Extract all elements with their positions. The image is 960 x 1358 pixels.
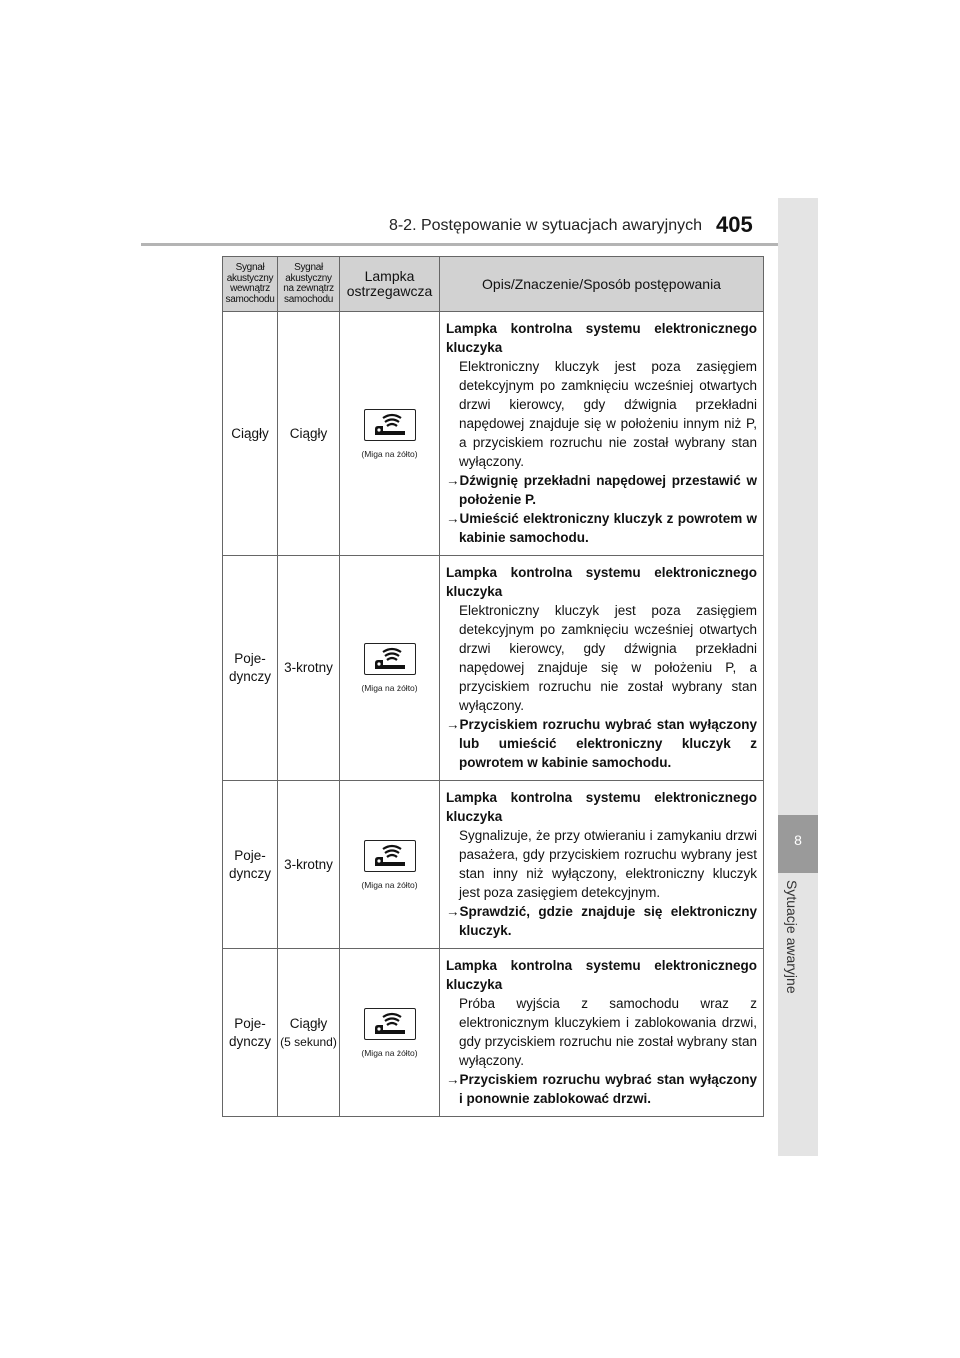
arrow-icon: → [446, 717, 460, 732]
description-title: Lampka kontrolna systemu elektronicznego kluczyka [446, 565, 757, 599]
description-body: Elektroniczny kluczyk jest poza zasięgiem detekcyjnym po zamknięciu wcześniej otwartych drzwi kierowcy, gdy dźwignia przekładni napędowej znajduje się w położeniu P, a przyciskiem rozruchu nie został wybrany stan wyłączony. [459, 603, 757, 713]
table-row [223, 781, 764, 949]
description-title: Lampka kontrolna systemu elektronicznego kluczyka [446, 790, 757, 824]
table-row [223, 556, 764, 781]
arrow-icon: → [446, 473, 460, 488]
warning-light-cell [340, 312, 440, 556]
outside-buzzer-cell: 3-krotny [278, 781, 340, 949]
lamp-caption: (Miga na żółto) [361, 1047, 418, 1058]
lamp-caption: (Miga na żółto) [361, 879, 418, 890]
header-warning-light: Lampka ostrzegawcza [340, 257, 440, 312]
lamp-caption: (Miga na żółto) [361, 683, 418, 693]
warning-light-cell [340, 949, 440, 1117]
header-rule [141, 243, 818, 246]
warning-light-cell [340, 556, 440, 781]
description-cell [440, 781, 764, 949]
lamp-caption: (Miga na żółto) [361, 448, 418, 459]
description-cell [440, 312, 764, 556]
chapter-side-strip [778, 198, 818, 1156]
description-title: Lampka kontrolna systemu elektronicznego kluczyka [446, 958, 757, 992]
inside-buzzer-cell: Poje- dynczy [223, 781, 278, 949]
description-cell [440, 556, 764, 781]
page-number: 405 [716, 212, 753, 237]
outside-buzzer-cell: 3-krotny [278, 556, 340, 781]
warning-table [222, 256, 764, 1117]
header-description: Opis/Znaczenie/Sposób postępowania [440, 257, 764, 312]
arrow-icon: → [446, 1072, 460, 1087]
description-body: Sygnalizuje, że przy otwieraniu i zamykaniu drzwi pasażera, gdy przyciskiem rozruchu wybrany jest stan inny niż wyłączony, elektroniczny kluczyk jest poza zasięgiem detekcyjnym. [459, 828, 757, 900]
table-row [223, 312, 764, 556]
outside-buzzer-cell: Ciągły [278, 312, 340, 556]
action-step: →Sprawdzić, gdzie znajduje się elektroniczny kluczyk. [446, 904, 757, 938]
arrow-icon: → [446, 904, 460, 919]
description-cell [440, 949, 764, 1117]
outside-buzzer-cell: Ciągły (5 sekund) [278, 949, 340, 1117]
smart-key-warning-icon [364, 1008, 416, 1040]
inside-buzzer-cell: Poje- dynczy [223, 949, 278, 1117]
table-header-row [223, 257, 764, 312]
section-title: 8-2. Postępowanie w sytuacjach awaryjnych [388, 217, 702, 234]
action-step: →Przyciskiem rozruchu wybrać stan wyłączony i ponownie zablokować drzwi. [446, 1072, 757, 1106]
warning-light-cell [340, 781, 440, 949]
smart-key-warning-icon [364, 409, 416, 441]
description-title: Lampka kontrolna systemu elektronicznego kluczyka [446, 321, 757, 355]
action-step: →Dźwignię przekładni napędowej przestawić w położenie P. [446, 473, 757, 507]
header-inside-buzzer: Sygnał akustyczny wewnątrz samochodu [223, 257, 278, 312]
chapter-number: 8 [794, 832, 802, 848]
action-step: →Przyciskiem rozruchu wybrać stan wyłączony lub umieścić elektroniczny kluczyk z powrotem w kabinie samochodu. [446, 717, 757, 770]
chapter-title: Sytuacje awaryjne [784, 880, 800, 994]
inside-buzzer-cell: Ciągły [223, 312, 278, 556]
arrow-icon: → [446, 511, 460, 526]
header-outside-buzzer: Sygnał akustyczny na zewnątrz samochodu [278, 257, 340, 312]
smart-key-warning-icon [364, 840, 416, 872]
description-body: Elektroniczny kluczyk jest poza zasięgiem detekcyjnym po zamknięciu wcześniej otwartych drzwi kierowcy, gdy dźwignia przekładni napędowej znajduje się w położeniu innym niż P, a przyciskiem rozruchu nie został wybrany stan wyłączony. [459, 359, 757, 469]
smart-key-warning-icon [364, 643, 416, 675]
action-step: →Umieścić elektroniczny kluczyk z powrotem w kabinie samochodu. [446, 511, 757, 545]
description-body: Próba wyjścia z samochodu wraz z elektronicznym kluczykiem i zablokowania drzwi, gdy przyciskiem rozruchu nie został wybrany stan wyłączony. [459, 996, 757, 1068]
table-row [223, 949, 764, 1117]
inside-buzzer-cell: Poje- dynczy [223, 556, 278, 781]
